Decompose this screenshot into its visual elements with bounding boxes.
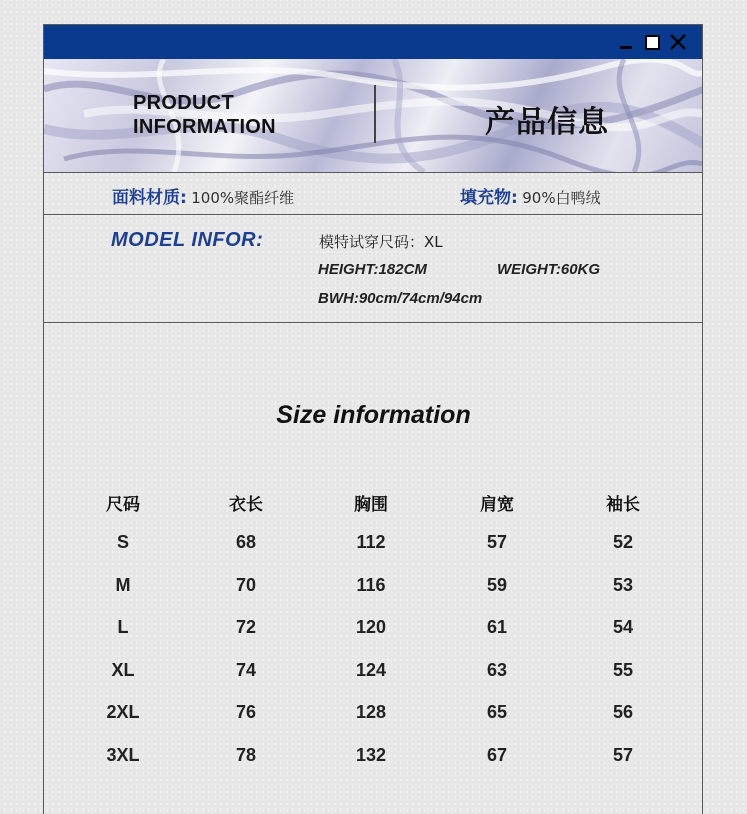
length-cell: 74 <box>235 660 257 680</box>
chest-cell: 112 <box>356 532 386 552</box>
minimize-icon[interactable] <box>616 32 636 52</box>
filling-label: 填充物: <box>460 188 518 208</box>
header-shoulder: 肩宽 <box>480 495 514 515</box>
model-bwh: BWH:90cm/74cm/94cm <box>318 290 483 307</box>
chest-cell: 132 <box>355 745 387 765</box>
size-cell: 2XL <box>106 702 140 722</box>
shoulder-cell: 65 <box>486 702 508 722</box>
sleeve-cell: 55 <box>612 660 634 680</box>
header-size: 尺码 <box>106 495 140 515</box>
table-row <box>0 702 747 732</box>
length-cell: 70 <box>235 575 257 595</box>
header-chest: 胸围 <box>354 495 388 515</box>
model-height: HEIGHT:182CM <box>318 261 427 278</box>
length-cell: 76 <box>235 702 257 722</box>
material-row <box>44 172 702 215</box>
shoulder-cell: 59 <box>486 575 508 595</box>
size-cell: XL <box>111 660 135 680</box>
fabric-value: 100%聚酯纤维 <box>191 189 295 207</box>
banner-divider <box>374 85 376 143</box>
length-cell: 68 <box>235 532 257 552</box>
maximize-icon[interactable] <box>642 32 662 52</box>
size-cell: M <box>115 575 131 595</box>
size-info-title: Size information <box>276 401 471 429</box>
filling-info <box>460 183 601 208</box>
size-cell: S <box>116 532 129 552</box>
model-info-row <box>44 214 702 323</box>
model-weight: WEIGHT:60KG <box>497 261 601 278</box>
filling-value: 90%白鸭绒 <box>522 189 601 207</box>
table-row <box>0 575 747 605</box>
banner-title-en-line2: INFORMATION <box>133 116 276 138</box>
sleeve-cell: 53 <box>612 575 634 595</box>
header-length: 衣长 <box>229 495 263 515</box>
chest-cell: 128 <box>355 702 387 722</box>
header-sleeve: 袖长 <box>606 495 640 515</box>
window-titlebar[interactable] <box>44 25 702 59</box>
shoulder-cell: 63 <box>486 660 508 680</box>
fabric-label: 面料材质: <box>112 188 187 208</box>
table-row <box>0 532 747 562</box>
table-row <box>0 660 747 690</box>
chest-cell: 120 <box>355 617 387 637</box>
shoulder-cell: 61 <box>486 617 508 637</box>
close-icon[interactable] <box>668 32 688 52</box>
sleeve-cell: 57 <box>612 745 634 765</box>
length-cell: 72 <box>235 617 257 637</box>
shoulder-cell: 57 <box>486 532 508 552</box>
banner-title-en-line1: PRODUCT <box>133 92 234 114</box>
size-table-header <box>0 490 747 520</box>
sleeve-cell: 56 <box>612 702 634 722</box>
banner-title-en <box>133 91 276 139</box>
length-cell: 78 <box>235 745 257 765</box>
fabric-info <box>112 183 294 208</box>
shoulder-cell: 67 <box>486 745 508 765</box>
banner-title-cn: 产品信息 <box>485 105 609 140</box>
table-row <box>0 745 747 775</box>
model-size-worn: 模特试穿尺码：XL <box>319 233 443 251</box>
chest-cell: 124 <box>355 660 387 680</box>
sleeve-cell: 54 <box>612 617 634 637</box>
chest-cell: 116 <box>356 575 386 595</box>
sleeve-cell: 52 <box>612 532 634 552</box>
model-info-label: MODEL INFOR: <box>111 229 264 251</box>
table-row <box>0 617 747 647</box>
product-info-banner <box>44 59 702 173</box>
size-cell: L <box>117 617 129 637</box>
size-cell: 3XL <box>106 745 140 765</box>
